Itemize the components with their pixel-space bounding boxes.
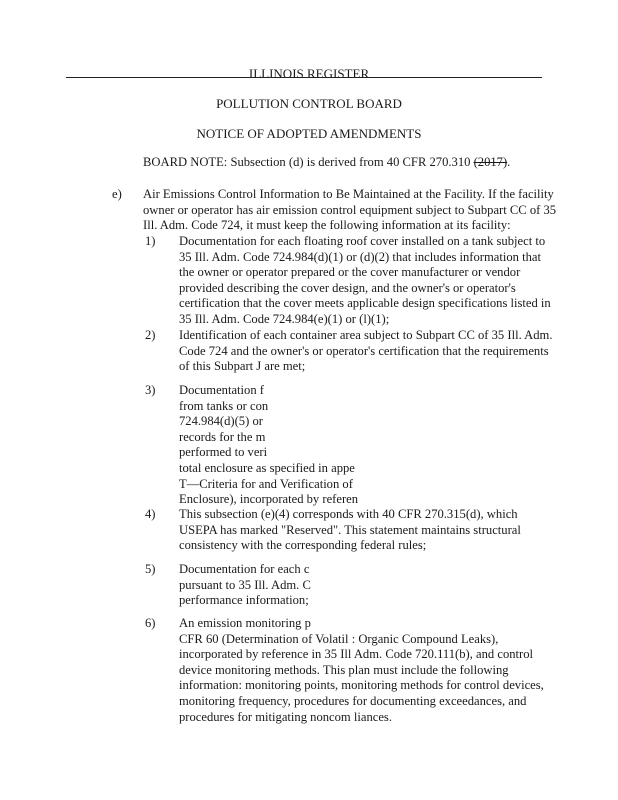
item-line: Identification of each container area subject to Subpart CC of 35 Ill. Adm.: [179, 328, 553, 342]
item-line: provided describing the cover design, and the owner's or operator's: [179, 280, 516, 295]
item-line: Documentation for each c: [179, 562, 310, 576]
item-line: Code 724 and the owner's or operator's certification that the requirements: [179, 343, 549, 358]
board-title: POLLUTION CONTROL BOARD: [216, 96, 402, 111]
item-1-text: [179, 234, 551, 328]
item-line: procedures for mitigating noncom liances.: [179, 709, 392, 724]
notice-title: NOTICE OF ADOPTED AMENDMENTS: [196, 126, 422, 141]
item-line: 35 Ill. Adm. Code 724.984(e)(1) or (l)(1);: [179, 311, 390, 326]
item-number: 5): [145, 562, 156, 576]
item-line: of this Subpart J are met;: [179, 359, 306, 374]
item-number: 2): [145, 328, 156, 342]
item-line: monitoring frequency, procedures for documenting exceedances, and: [179, 693, 527, 708]
item-2-text: [179, 328, 553, 375]
item-line: T—Criteria for and Verification of: [179, 476, 353, 491]
item-line: 724.984(d)(5) or: [179, 414, 263, 429]
item-line: total enclosure as specified in appe: [179, 460, 355, 475]
section-e-label: e): [112, 187, 122, 201]
item-line: performance information;: [179, 593, 309, 608]
item-number: 3): [145, 383, 156, 397]
section-e-text: [143, 187, 556, 234]
register-title: ILLINOIS REGISTER: [248, 66, 370, 81]
item-line: from tanks or con: [179, 398, 269, 413]
section-e-line: Air Emissions Control Information to Be Maintained at the Facility. If the facility: [143, 187, 554, 201]
board-note-struck: (2017): [473, 155, 508, 169]
header-rule: [66, 77, 542, 78]
item-line: performed to veri: [179, 445, 268, 460]
section-e-line: owner or operator has air emission control equipment subject to Subpart CC of 35: [143, 202, 557, 217]
item-line: Documentation f: [179, 383, 264, 397]
item-5-text: [179, 562, 311, 609]
section-e-line: Ill. Adm. Code 724, it must keep the following information at its facility:: [143, 218, 511, 233]
item-line: 35 Ill. Adm. Code 724.984(d)(1) or (d)(2) that includes information that: [179, 249, 541, 264]
board-note: [143, 155, 510, 171]
item-number: 4): [145, 507, 156, 521]
item-line: consistency with the corresponding federal rules;: [179, 538, 427, 553]
item-line: device monitoring methods. This plan must include the following: [179, 662, 509, 677]
item-line: the owner or operator prepared or the cover manufacturer or vendor: [179, 265, 521, 280]
item-number: 1): [145, 234, 156, 248]
item-line: This subsection (e)(4) corresponds with 40 CFR 270.315(d), which: [179, 507, 518, 521]
item-line: Documentation for each floating roof cover installed on a tank subject to: [179, 234, 546, 248]
item-6-text: [179, 616, 544, 725]
board-note-suffix: .: [507, 155, 511, 169]
item-line: certification that the cover meets applicable design specifications listed in: [179, 296, 551, 311]
board-note-prefix: BOARD NOTE: Subsection (d) is derived from 40 CFR 270.310: [143, 155, 474, 169]
item-line: USEPA has marked "Reserved". This statement maintains structural: [179, 522, 521, 537]
item-line: records for the m: [179, 429, 266, 444]
item-4-text: [179, 507, 521, 554]
item-line: CFR 60 (Determination of Volatil : Organic Compound Leaks),: [179, 631, 499, 646]
item-line: incorporated by reference in 35 Ill Adm. Code 720.111(b), and control: [179, 647, 534, 662]
item-3-text: [179, 383, 358, 508]
item-line: pursuant to 35 Ill. Adm. C: [179, 577, 311, 592]
item-line: An emission monitoring p: [179, 616, 311, 630]
item-line: Enclosure), incorporated by referen: [179, 492, 359, 507]
item-line: information: monitoring points, monitoring methods for control devices,: [179, 678, 544, 693]
item-number: 6): [145, 616, 156, 630]
